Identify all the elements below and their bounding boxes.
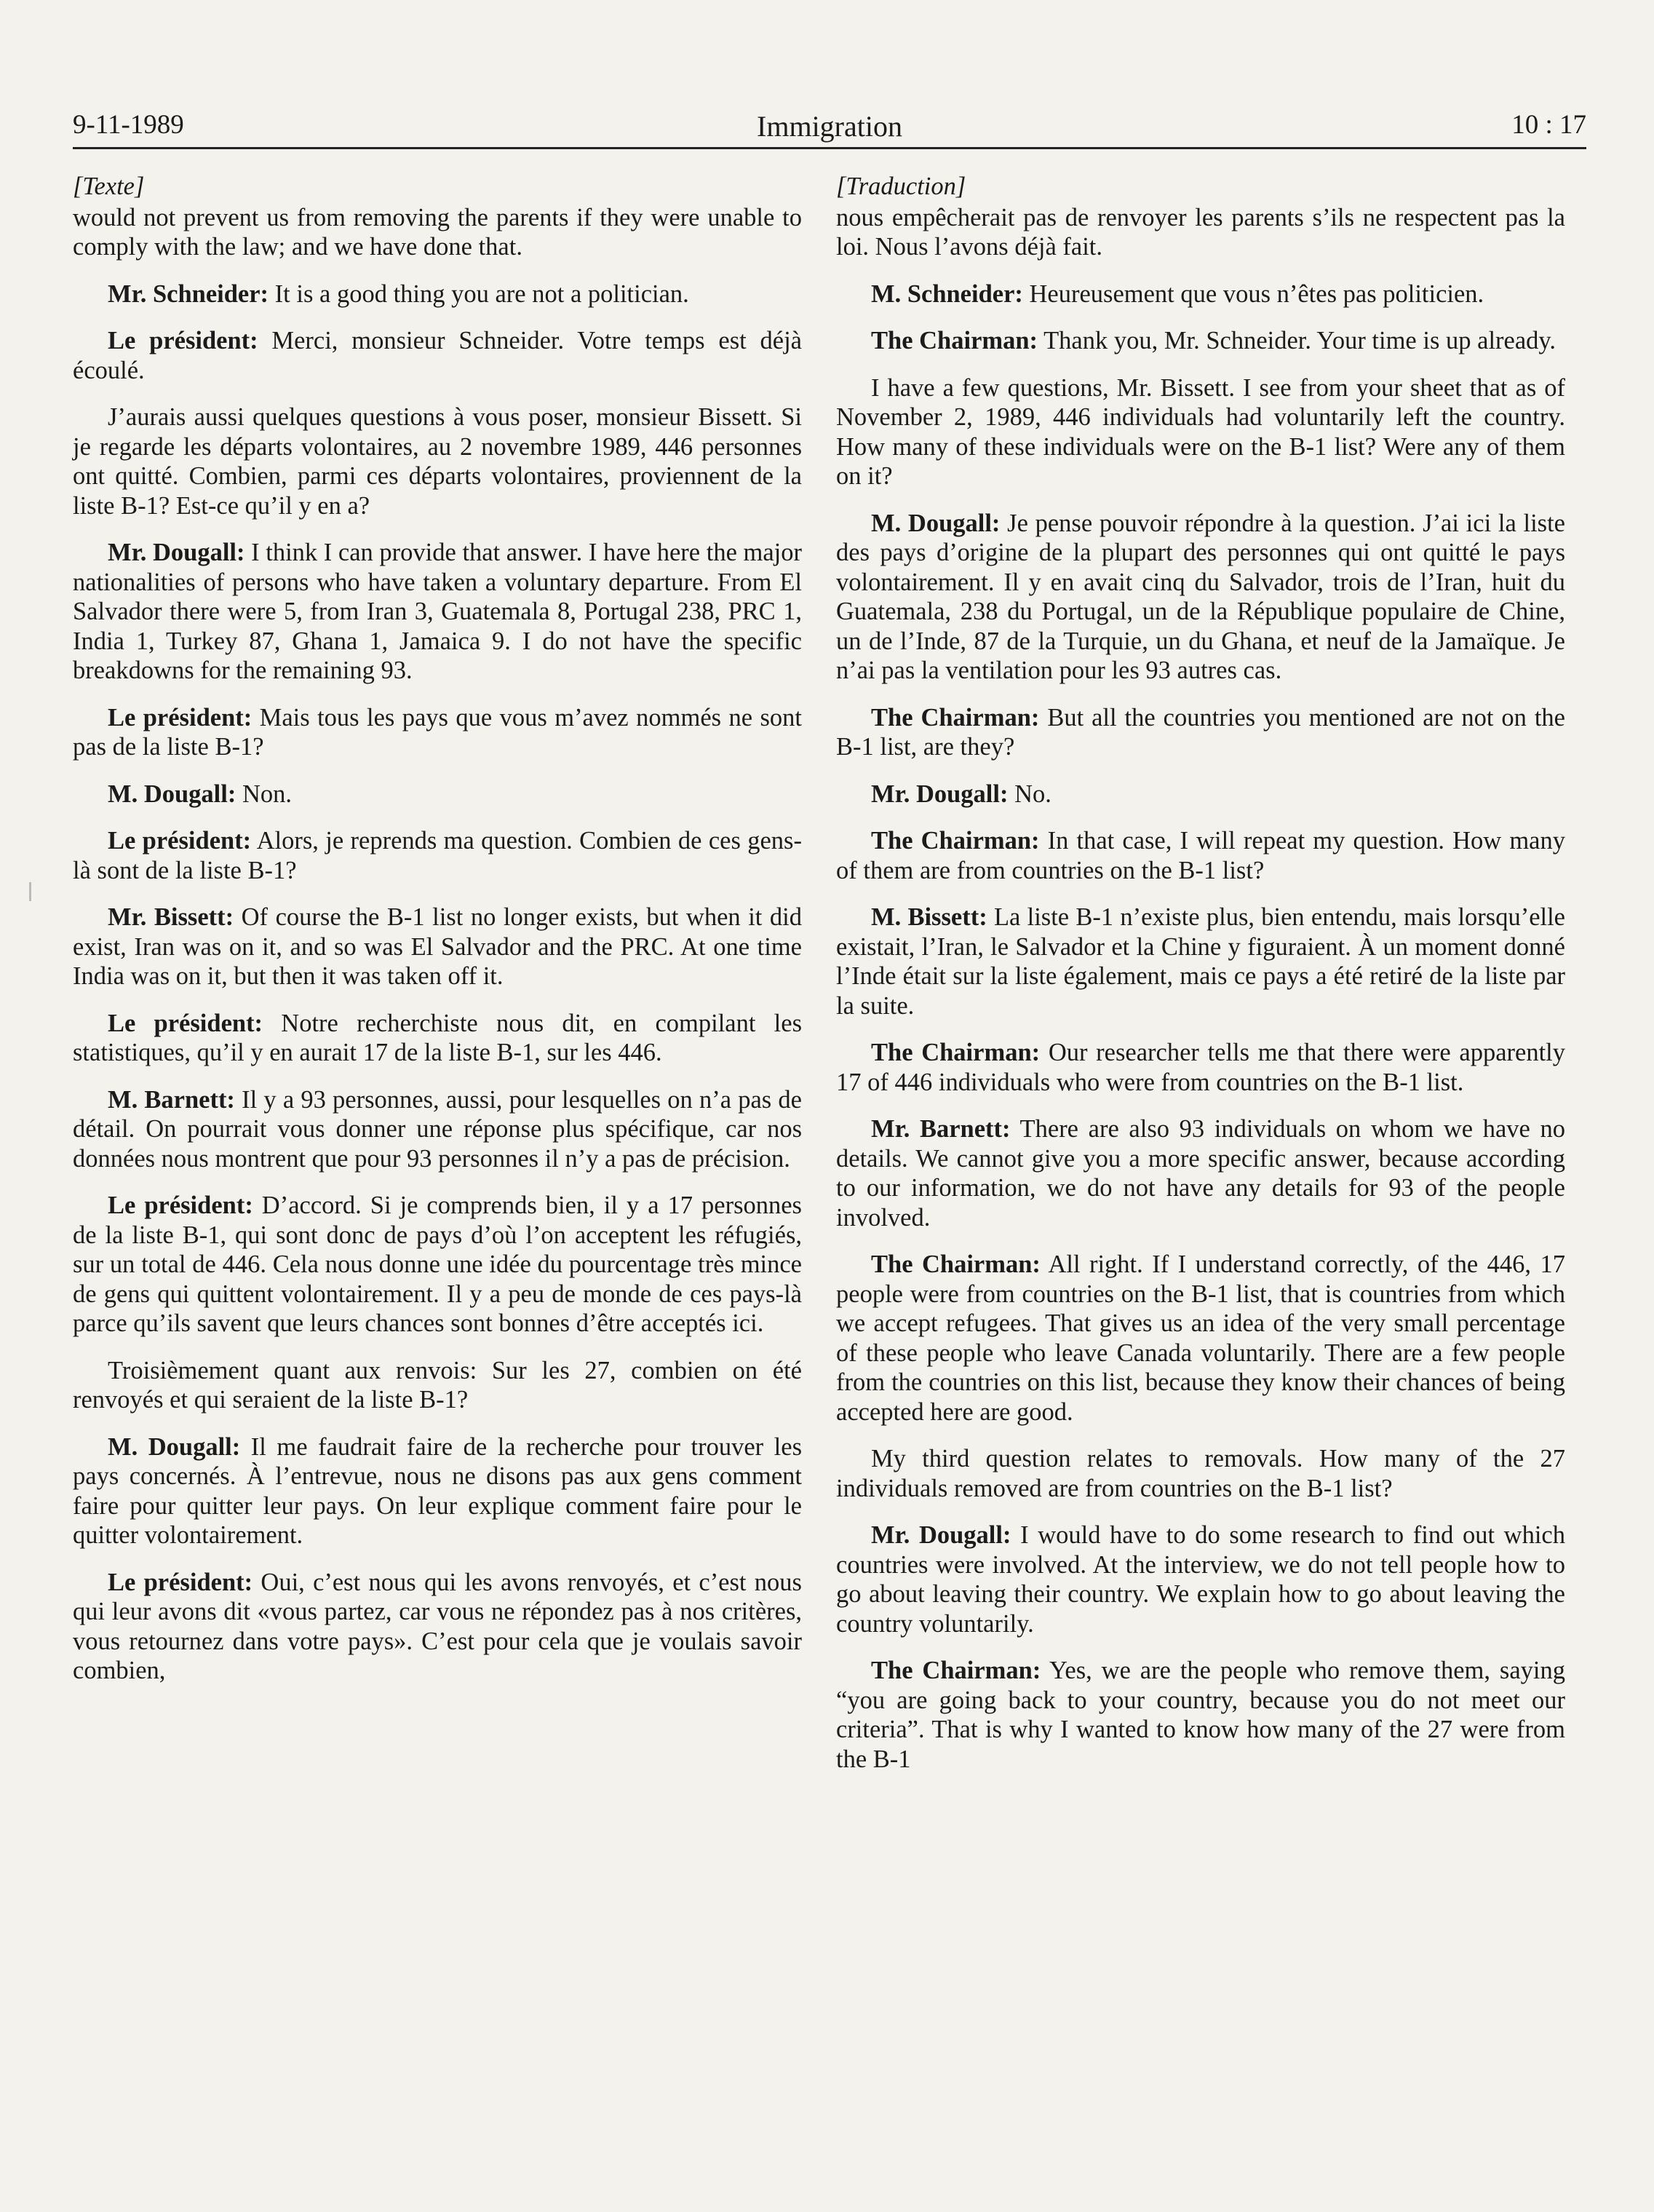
paragraph: [836, 326, 1565, 356]
paragraph: [836, 1444, 1565, 1503]
left-column: [73, 172, 802, 1703]
speaker-name: Mr. Schneider:: [108, 280, 269, 308]
speaker-name: Le président:: [108, 1192, 253, 1219]
speaker-name: The Chairman:: [871, 827, 1040, 855]
speaker-name: The Chairman:: [871, 1039, 1041, 1066]
paragraph-text: Il y a 93 personnes, aussi, pour lesquelles on n’a pas de détail. On pourrait vous donner une réponse plus spécifique, car nos données nous montrent que pour 93 personnes il n’y a pas de précision.: [73, 1085, 802, 1173]
paragraph-text: Oui, c’est nous qui les avons renvoyés, et c’est nous qui leur avons dit «vous partez, car vous ne répondez pas à nos critères, vous retournez dans votre pays». C’est pour cela que je voulais savoir combien,: [73, 1568, 802, 1684]
speaker-name: M. Dougall:: [108, 1432, 241, 1461]
paragraph-text: Non.: [236, 780, 292, 808]
paragraph: [836, 1656, 1565, 1774]
paragraph-text: Merci, monsieur Schneider. Votre temps est déjà écoulé.: [73, 327, 802, 384]
paragraph-text: I have a few questions, Mr. Bissett. I see from your sheet that as of November 2, 1989, 446 individuals had voluntarily left the country. How many of these individuals were on the B-1 list? Were any of them on it?: [836, 373, 1565, 490]
margin-mark: [29, 882, 31, 901]
paragraph: [73, 326, 802, 385]
paragraph-text: But all the countries you mentioned are not on the B-1 list, are they?: [836, 703, 1565, 761]
speaker-name: M. Barnett:: [108, 1085, 235, 1114]
paragraph: [836, 373, 1565, 491]
paragraph-text: Heureusement que vous n’êtes pas politicien.: [1022, 280, 1484, 308]
paragraph: [73, 1009, 802, 1068]
paragraph: [836, 1038, 1565, 1097]
speaker-name: Mr. Dougall:: [871, 1521, 1011, 1549]
paragraph: [73, 780, 802, 809]
paragraph: [836, 1250, 1565, 1427]
paragraph: [73, 903, 802, 991]
speaker-name: The Chairman:: [871, 327, 1038, 354]
paragraph: [73, 826, 802, 885]
column-label: [Texte]: [73, 173, 145, 200]
paragraph-text: D’accord. Si je comprends bien, il y a 17 personnes de la liste B-1, qui sont donc de pays d’où l’on acceptent les réfugiés, sur un total de 446. Cela nous donne une idée du pourcentage très mince de gens qui quittent volontairement. Il y a peu de monde de ces pays-là parce qu’ils savent que leurs chances sont bonnes d’être acceptés ici.: [73, 1192, 802, 1337]
header-page-number: 10 : 17: [1511, 110, 1586, 140]
paragraph-text: It is a good thing you are not a politician.: [269, 280, 689, 308]
paragraph: [73, 203, 802, 262]
paragraph: [836, 280, 1565, 309]
paragraph: [836, 703, 1565, 762]
paragraph: [836, 1114, 1565, 1232]
paragraph-text: would not prevent us from removing the parents if they were unable to comply with the law; and we have done that.: [73, 203, 802, 261]
paragraph: [73, 1085, 802, 1174]
speaker-name: Le président:: [108, 327, 258, 354]
paragraph-text: Yes, we are the people who remove them, saying “you are going back to your country, because you do not meet our criteria”. That is why I wanted to know how many of the 27 were from the B-1: [836, 1657, 1565, 1773]
header-title: Immigration: [757, 110, 902, 143]
paragraph: [73, 538, 802, 686]
speaker-name: M. Dougall:: [108, 780, 236, 808]
speaker-name: M. Dougall:: [871, 509, 1001, 537]
paragraph: [836, 509, 1565, 686]
paragraph: [73, 1432, 802, 1550]
paragraph-text: Troisièmement quant aux renvois: Sur les 27, combien on été renvoyés et qui seraient de la liste B-1?: [73, 1356, 802, 1414]
page-header: [73, 109, 1586, 149]
paragraph-text: I think I can provide that answer. I have here the major nationalities of persons who have taken a voluntary departure. From El Salvador there were 5, from Iran 3, Guatemala 8, Portugal 238, PRC 1, India 1, Turkey 87, Ghana 1, Jamaica 9. I do not have the specific breakdowns for the remaining 93.: [73, 539, 802, 684]
paragraph: [73, 703, 802, 762]
speaker-name: Mr. Dougall:: [108, 539, 245, 566]
paragraph-text: Our researcher tells me that there were apparently 17 of 446 individuals who were from countries on the B-1 list.: [836, 1039, 1565, 1096]
speaker-name: Le président:: [108, 703, 253, 732]
speaker-name: Mr. Barnett:: [871, 1115, 1011, 1143]
paragraph-text: Il me faudrait faire de la recherche pour trouver les pays concernés. À l’entrevue, nous ne disons pas aux gens comment faire pour quitter leur pays. On leur explique comment faire pour le quitter volontairement.: [73, 1432, 803, 1549]
paragraph: [836, 826, 1565, 885]
paragraph: [836, 1521, 1565, 1638]
paragraph-text: In that case, I will repeat my question. How many of them are from countries on the B-1 list?: [836, 827, 1565, 884]
paragraph-text: La liste B-1 n’existe plus, bien entendu, mais lorsqu’elle existait, l’Iran, le Salvador et la Chine y figuraient. À un moment donné l’Inde était sur la liste également, mais ce pays a été retiré de la liste par la suite.: [836, 903, 1565, 1020]
paragraph: [836, 780, 1565, 809]
paragraph-text: My third question relates to removals. How many of the 27 individuals removed are from countries on the B-1 list?: [836, 1445, 1565, 1502]
paragraph-text: J’aurais aussi quelques questions à vous poser, monsieur Bissett. Si je regarde les départs volontaires, au 2 novembre 1989, 446 personnes ont quitté. Combien, parmi ces départs volontaires, proviennent de la liste B-1? Est-ce qu’il y en a?: [73, 403, 802, 520]
column-label: [Traduction]: [836, 173, 966, 200]
speaker-name: Mr. Bissett:: [108, 903, 234, 931]
paragraph: [836, 203, 1565, 262]
speaker-name: The Chairman:: [871, 703, 1040, 732]
header-date: 9-11-1989: [73, 110, 184, 140]
speaker-name: The Chairman:: [871, 1657, 1041, 1684]
paragraph-text: Of course the B-1 list no longer exists, but when it did exist, Iran was on it, and so was El Salvador and the PRC. At one time India was on it, but then it was taken off it.: [73, 903, 802, 990]
paragraph-text: All right. If I understand correctly, of the 446, 17 people were from countries on the B-1 list, that is countries from which we accept refugees. That gives us an idea of the very small percentage of these people who leave Canada voluntarily. There are a few people from the countries on this list, because they know their chances of being accepted here are good.: [836, 1250, 1565, 1426]
paragraph: [73, 403, 802, 520]
paragraph-text: Notre recherchiste nous dit, en compilant les statistiques, qu’il y en aurait 17 de la liste B-1, sur les 446.: [73, 1009, 802, 1066]
speaker-name: M. Bissett:: [871, 903, 987, 931]
speaker-name: Le président:: [108, 827, 252, 855]
paragraph-text: nous empêcherait pas de renvoyer les parents s’ils ne respectent pas la loi. Nous l’avons déjà fait.: [836, 203, 1565, 261]
paragraph-text: Mais tous les pays que vous m’avez nommés ne sont pas de la liste B-1?: [73, 703, 802, 761]
paragraph-text: Thank you, Mr. Schneider. Your time is up already.: [1038, 327, 1556, 354]
paragraph: [73, 1191, 802, 1339]
paragraph-text: There are also 93 individuals on whom we have no details. We cannot give you a more specific answer, because according to our information, we do not have any details for 93 of the people involved.: [836, 1115, 1566, 1232]
paragraph-text: Alors, je reprends ma question. Combien de ces gens-là sont de la liste B-1?: [73, 827, 802, 884]
paragraph: [836, 903, 1565, 1020]
speaker-name: Mr. Dougall:: [871, 780, 1009, 808]
paragraph-text: No.: [1008, 780, 1051, 808]
paragraph: [73, 1356, 802, 1415]
paragraph: [73, 1568, 802, 1686]
speaker-name: Le président:: [108, 1009, 263, 1037]
right-column: [836, 172, 1565, 1791]
speaker-name: M. Schneider:: [871, 280, 1023, 308]
speaker-name: The Chairman:: [871, 1250, 1041, 1278]
paragraph-text: I would have to do some research to find out which countries were involved. At the interview, we do not tell people how to go about leaving their country. We explain how to go about leaving the country voluntarily.: [836, 1521, 1565, 1638]
paragraph: [73, 280, 802, 309]
paragraph-text: Je pense pouvoir répondre à la question. J’ai ici la liste des pays d’origine de la plupart des personnes qui ont quitté le pays volontairement. Il y en avait cinq du Salvador, trois de l’Iran, huit du Guatemala, 238 du Portugal, un de la République populaire de Chine, un de l’Inde, 87 de la Turquie, un du Ghana, et neuf de la Jamaïque. Je n’ai pas la ventilation pour les 93 autres cas.: [836, 509, 1565, 684]
speaker-name: Le président:: [108, 1568, 253, 1596]
